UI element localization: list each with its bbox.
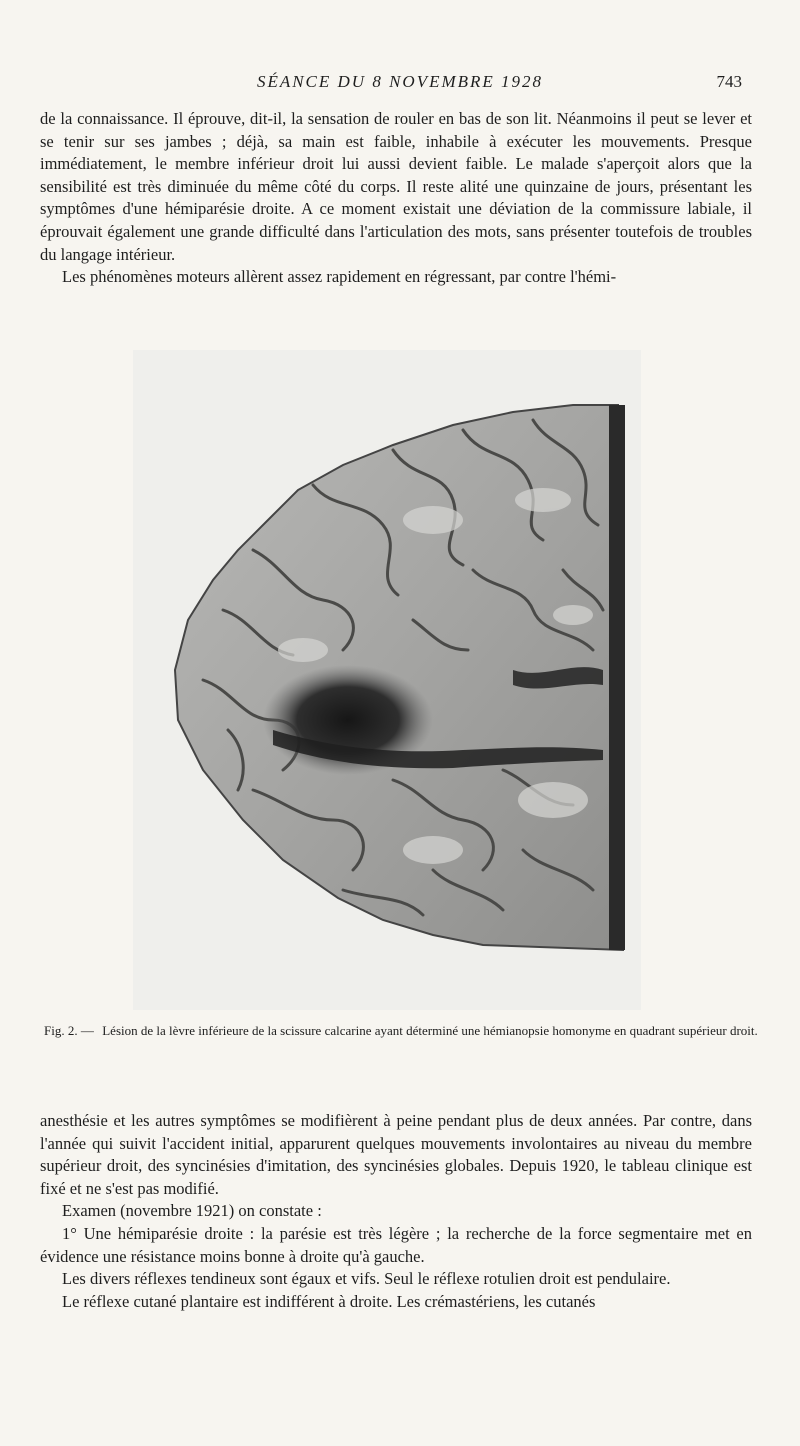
brain-photograph: [133, 350, 641, 1010]
brain-photo-image: [133, 350, 641, 1010]
page-header: [0, 72, 800, 98]
figure-label: Fig. 2. —: [44, 1023, 94, 1038]
body-text-bottom: [40, 1110, 752, 1313]
figure-caption: [40, 1022, 760, 1040]
paragraph: anesthésie et les autres symptômes se modifièrent à peine pendant plus de deux années. Par contre, dans l'année qui suivit l'accident initial, apparurent quelques mouvements involontaires au niveau du membre supérieur droit, des syncinésies d'imitation, des syncinésies globales. Depuis 1920, le tableau clinique est fixé et ne s'est pas modifié.: [40, 1111, 752, 1198]
paragraph: 1° Une hémiparésie droite : la parésie est très légère ; la recherche de la force segmentaire met en évidence une résistance moins bonne à droite qu'à gauche.: [40, 1223, 752, 1266]
paragraph: de la connaissance. Il éprouve, dit-il, la sensation de rouler en bas de son lit. Néanmoins il peut se lever et se tenir sur ses jambes ; déjà, sa main est faible, inhabile à exécuter les mouvements. Presque immédiatement, le membre inférieur droit lui aussi devient faible. Le malade s'aperçoit alors que la sensibilité est très diminuée du même côté du corps. Il reste alité une quinzaine de jours, présentant les symptômes d'une hémiparésie droite. A ce moment existait une déviation de la commissure labiale, il éprouvait également une grande difficulté dans l'articulation des mots, sans présenter toutefois de troubles du langage intérieur.: [40, 109, 752, 264]
page-number: 743: [716, 72, 742, 91]
paragraph: Le réflexe cutané plantaire est indifférent à droite. Les crémastériens, les cutanés: [62, 1291, 596, 1311]
running-head: SÉANCE DU 8 NOVEMBRE 1928: [256, 72, 544, 91]
body-text-top: [40, 108, 752, 289]
paragraph: Les divers réflexes tendineux sont égaux et vifs. Seul le réflexe rotulien droit est pendulaire.: [62, 1269, 671, 1289]
paragraph: Les phénomènes moteurs allèrent assez rapidement en régressant, par contre l'hémi-: [62, 267, 617, 287]
figure-caption-text: Lésion de la lèvre inférieure de la scissure calcarine ayant déterminé une hémianopsie homonyme en quadrant supérieur droit.: [102, 1023, 758, 1038]
paragraph: Examen (novembre 1921) on constate :: [62, 1201, 322, 1221]
